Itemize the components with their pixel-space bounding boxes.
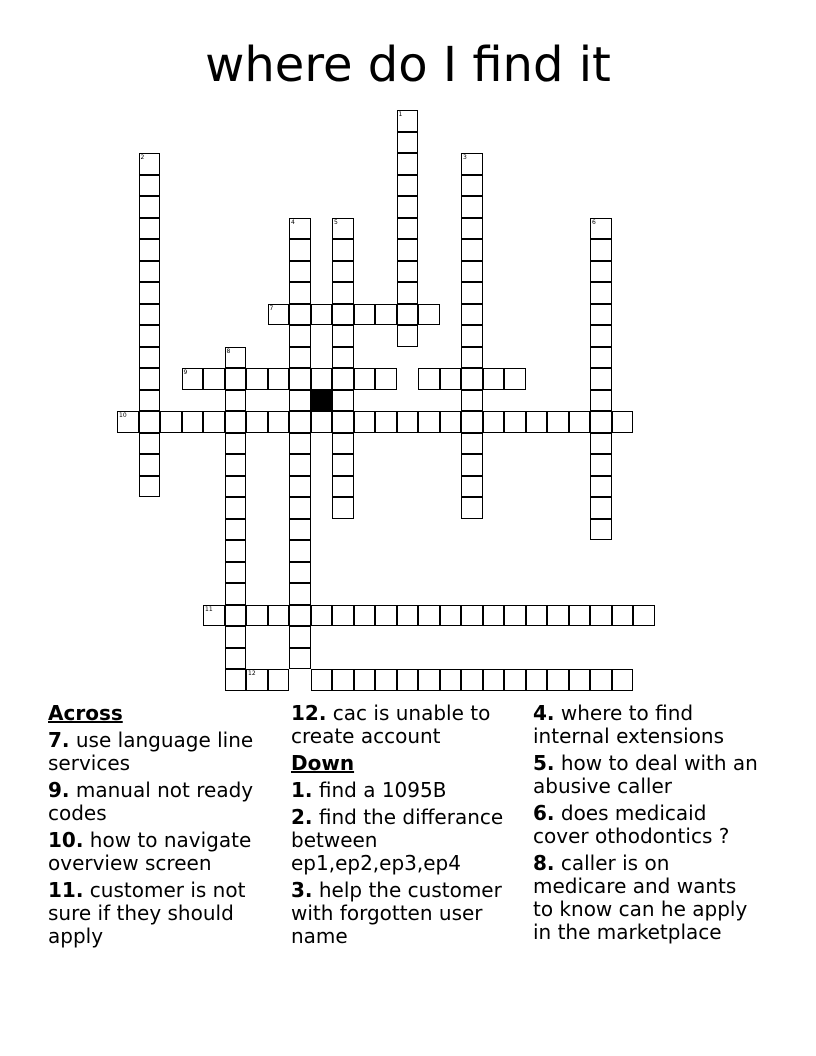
grid-cell[interactable] <box>203 411 225 433</box>
grid-cell[interactable] <box>397 261 419 283</box>
grid-cell[interactable] <box>526 605 548 627</box>
grid-cell[interactable] <box>225 497 247 519</box>
grid-cell[interactable] <box>504 669 526 691</box>
grid-cell[interactable] <box>225 454 247 476</box>
grid-cell[interactable] <box>354 368 376 390</box>
grid-cell[interactable] <box>397 218 419 240</box>
clue-text: use language line services <box>48 728 254 775</box>
grid-cell[interactable] <box>354 411 376 433</box>
grid-cell[interactable] <box>569 411 591 433</box>
grid-cell[interactable] <box>268 605 290 627</box>
grid-cell[interactable] <box>397 669 419 691</box>
grid-cell[interactable] <box>332 476 354 498</box>
cell-number: 2 <box>140 154 145 161</box>
grid-cell[interactable] <box>332 347 354 369</box>
clue-across-10 <box>48 829 276 875</box>
grid-cell[interactable] <box>225 476 247 498</box>
grid-cell[interactable] <box>483 411 505 433</box>
grid-cell[interactable] <box>590 304 612 326</box>
grid-cell[interactable] <box>139 196 161 218</box>
grid-cell[interactable] <box>225 433 247 455</box>
grid-cell[interactable] <box>440 368 462 390</box>
grid-cell[interactable] <box>590 476 612 498</box>
grid-cell[interactable] <box>289 304 311 326</box>
grid-cell[interactable] <box>289 605 311 627</box>
grid-block <box>311 390 333 412</box>
grid-cell[interactable] <box>268 669 290 691</box>
clue-number: 11. <box>48 878 84 902</box>
clue-down-8 <box>533 852 761 944</box>
clue-across-11 <box>48 879 276 948</box>
clue-text: find the differance between ep1,ep2,ep3,ep4 <box>291 805 504 875</box>
grid-cell[interactable] <box>332 218 354 240</box>
grid-cell[interactable] <box>225 669 247 691</box>
grid-cell[interactable] <box>332 669 354 691</box>
clue-across-12 <box>291 702 519 748</box>
grid-cell[interactable] <box>440 411 462 433</box>
grid-cell[interactable] <box>139 411 161 433</box>
grid-cell[interactable] <box>332 390 354 412</box>
grid-cell[interactable] <box>332 605 354 627</box>
clue-text: manual not ready codes <box>48 778 254 825</box>
grid-cell[interactable] <box>139 261 161 283</box>
grid-cell[interactable] <box>139 325 161 347</box>
grid-cell[interactable] <box>225 626 247 648</box>
grid-cell[interactable] <box>182 368 204 390</box>
grid-cell[interactable] <box>139 454 161 476</box>
grid-cell[interactable] <box>246 411 268 433</box>
grid-cell[interactable] <box>289 411 311 433</box>
grid-cell[interactable] <box>461 196 483 218</box>
grid-cell[interactable] <box>504 605 526 627</box>
grid-cell[interactable] <box>311 368 333 390</box>
cell-number: 8 <box>226 347 231 355</box>
grid-cell[interactable] <box>289 390 311 412</box>
grid-cell[interactable] <box>354 669 376 691</box>
grid-cell[interactable] <box>612 411 634 433</box>
grid-cell[interactable] <box>311 669 333 691</box>
grid-cell[interactable] <box>547 605 569 627</box>
clue-number: 1. <box>291 778 313 802</box>
grid-cell[interactable] <box>483 669 505 691</box>
grid-cell[interactable] <box>139 368 161 390</box>
clue-down-2 <box>291 806 519 875</box>
clue-number: 3. <box>291 878 313 902</box>
clue-number: 7. <box>48 728 70 752</box>
grid-cell[interactable] <box>590 239 612 261</box>
grid-cell[interactable] <box>289 347 311 369</box>
cell-number: 3 <box>463 154 467 161</box>
grid-cell[interactable] <box>139 476 161 498</box>
grid-cell[interactable] <box>225 562 247 584</box>
clue-text: find a 1095B <box>318 778 447 802</box>
clue-number: 9. <box>48 778 70 802</box>
grid-cell[interactable] <box>289 218 311 240</box>
grid-cell[interactable] <box>569 605 591 627</box>
clue-text: how to navigate overview screen <box>48 828 252 875</box>
grid-cell[interactable] <box>461 261 483 283</box>
grid-cell[interactable] <box>461 325 483 347</box>
grid-cell[interactable] <box>332 454 354 476</box>
grid-cell[interactable] <box>225 347 247 369</box>
grid-cell[interactable] <box>289 239 311 261</box>
grid-cell[interactable] <box>461 390 483 412</box>
grid-cell[interactable] <box>225 648 247 670</box>
grid-cell[interactable] <box>633 605 655 627</box>
grid-cell[interactable] <box>268 411 290 433</box>
grid-cell[interactable] <box>504 368 526 390</box>
grid-cell[interactable] <box>397 411 419 433</box>
grid-cell[interactable] <box>590 282 612 304</box>
grid-cell[interactable] <box>483 368 505 390</box>
grid-cell[interactable] <box>332 282 354 304</box>
grid-cell[interactable] <box>590 411 612 433</box>
cell-number: 11 <box>205 605 213 613</box>
grid-cell[interactable] <box>590 390 612 412</box>
grid-cell[interactable] <box>461 454 483 476</box>
grid-cell[interactable] <box>461 368 483 390</box>
grid-cell[interactable] <box>139 304 161 326</box>
clue-across-9 <box>48 779 276 825</box>
grid-cell[interactable] <box>397 239 419 261</box>
grid-cell[interactable] <box>332 325 354 347</box>
grid-cell[interactable] <box>139 218 161 240</box>
grid-cell[interactable] <box>354 605 376 627</box>
clue-column-1 <box>48 702 276 952</box>
grid-cell[interactable] <box>289 261 311 283</box>
grid-cell[interactable] <box>569 669 591 691</box>
grid-cell[interactable] <box>139 175 161 197</box>
across-heading: Across <box>48 701 123 725</box>
grid-cell[interactable] <box>182 411 204 433</box>
grid-cell[interactable] <box>160 411 182 433</box>
grid-cell[interactable] <box>246 368 268 390</box>
grid-cell[interactable] <box>418 304 440 326</box>
grid-cell[interactable] <box>590 433 612 455</box>
grid-cell[interactable] <box>203 368 225 390</box>
grid-cell[interactable] <box>526 669 548 691</box>
clue-column-2 <box>291 702 519 952</box>
grid-cell[interactable] <box>139 433 161 455</box>
grid-cell[interactable] <box>225 390 247 412</box>
grid-cell[interactable] <box>526 411 548 433</box>
grid-cell[interactable] <box>418 669 440 691</box>
grid-cell[interactable] <box>117 411 139 433</box>
grid-cell[interactable] <box>461 497 483 519</box>
grid-cell[interactable] <box>332 497 354 519</box>
grid-cell[interactable] <box>289 583 311 605</box>
clue-text: cac is unable to create account <box>291 701 491 748</box>
grid-cell[interactable] <box>397 605 419 627</box>
grid-cell[interactable] <box>590 497 612 519</box>
clue-down-6 <box>533 802 761 848</box>
grid-cell[interactable] <box>547 411 569 433</box>
grid-cell[interactable] <box>590 325 612 347</box>
clue-text: how to deal with an abusive caller <box>533 751 758 798</box>
grid-cell[interactable] <box>461 669 483 691</box>
grid-cell[interactable] <box>268 304 290 326</box>
grid-cell[interactable] <box>461 605 483 627</box>
grid-cell[interactable] <box>289 476 311 498</box>
grid-cell[interactable] <box>332 304 354 326</box>
grid-cell[interactable] <box>590 519 612 541</box>
grid-cell[interactable] <box>397 196 419 218</box>
grid-cell[interactable] <box>397 153 419 175</box>
grid-cell[interactable] <box>612 605 634 627</box>
page-title: where do I find it <box>205 37 611 93</box>
grid-cell[interactable] <box>225 519 247 541</box>
down-heading: Down <box>291 751 355 775</box>
cell-number: 9 <box>183 369 188 376</box>
grid-cell[interactable] <box>289 497 311 519</box>
grid-cell[interactable] <box>289 368 311 390</box>
grid-cell[interactable] <box>590 669 612 691</box>
cell-number: 5 <box>334 218 338 226</box>
grid-cell[interactable] <box>397 110 419 132</box>
cell-number: 10 <box>119 412 127 419</box>
grid-cell[interactable] <box>397 325 419 347</box>
grid-cell[interactable] <box>139 153 161 175</box>
grid-cell[interactable] <box>332 239 354 261</box>
clue-across-7 <box>48 729 276 775</box>
clue-number: 4. <box>533 701 555 725</box>
grid-cell[interactable] <box>289 540 311 562</box>
grid-cell[interactable] <box>461 153 483 175</box>
grid-cell[interactable] <box>590 605 612 627</box>
grid-cell[interactable] <box>311 304 333 326</box>
grid-cell[interactable] <box>397 304 419 326</box>
grid-cell[interactable] <box>418 411 440 433</box>
clue-down-4 <box>533 702 761 748</box>
grid-cell[interactable] <box>289 626 311 648</box>
grid-cell[interactable] <box>461 476 483 498</box>
clue-text: help the customer with forgotten user name <box>291 878 502 948</box>
grid-cell[interactable] <box>397 132 419 154</box>
clue-text: where to find internal extensions <box>533 701 725 748</box>
grid-cell[interactable] <box>289 454 311 476</box>
grid-cell[interactable] <box>461 304 483 326</box>
grid-cell[interactable] <box>375 368 397 390</box>
clue-down-5 <box>533 752 761 798</box>
grid-cell[interactable] <box>375 669 397 691</box>
grid-cell[interactable] <box>461 218 483 240</box>
grid-cell[interactable] <box>418 368 440 390</box>
grid-cell[interactable] <box>461 239 483 261</box>
cell-number: 12 <box>248 670 256 677</box>
cell-number: 7 <box>269 304 274 312</box>
clue-number: 2. <box>291 805 313 829</box>
grid-cell[interactable] <box>354 304 376 326</box>
grid-cell[interactable] <box>612 669 634 691</box>
clue-text: customer is not sure if they should apply <box>48 878 246 948</box>
grid-cell[interactable] <box>139 390 161 412</box>
grid-cell[interactable] <box>397 175 419 197</box>
grid-cell[interactable] <box>311 411 333 433</box>
grid-cell[interactable] <box>547 669 569 691</box>
grid-cell[interactable] <box>332 261 354 283</box>
grid-cell[interactable] <box>332 433 354 455</box>
grid-cell[interactable] <box>289 433 311 455</box>
grid-cell[interactable] <box>139 282 161 304</box>
grid-cell[interactable] <box>332 368 354 390</box>
grid-cell[interactable] <box>504 411 526 433</box>
grid-cell[interactable] <box>289 282 311 304</box>
grid-cell[interactable] <box>483 605 505 627</box>
clue-text: caller is on medicare and wants to know can he apply in the marketplace <box>533 851 748 944</box>
grid-cell[interactable] <box>225 540 247 562</box>
grid-cell[interactable] <box>268 368 290 390</box>
grid-cell[interactable] <box>590 218 612 240</box>
grid-cell[interactable] <box>225 583 247 605</box>
clue-down-3 <box>291 879 519 948</box>
clue-down-1 <box>291 779 519 802</box>
grid-cell[interactable] <box>311 605 333 627</box>
grid-cell[interactable] <box>375 411 397 433</box>
grid-cell[interactable] <box>203 605 225 627</box>
grid-cell[interactable] <box>461 282 483 304</box>
grid-cell[interactable] <box>289 648 311 670</box>
grid-cell[interactable] <box>246 669 268 691</box>
grid-cell[interactable] <box>139 347 161 369</box>
grid-cell[interactable] <box>461 411 483 433</box>
grid-cell[interactable] <box>590 368 612 390</box>
clue-number: 6. <box>533 801 555 825</box>
cell-number: 6 <box>592 218 596 226</box>
grid-cell[interactable] <box>225 411 247 433</box>
grid-cell[interactable] <box>225 368 247 390</box>
grid-cell[interactable] <box>418 605 440 627</box>
grid-cell[interactable] <box>289 325 311 347</box>
grid-cell[interactable] <box>289 562 311 584</box>
grid-cell[interactable] <box>332 411 354 433</box>
grid-cell[interactable] <box>461 347 483 369</box>
grid-cell[interactable] <box>590 347 612 369</box>
grid-cell[interactable] <box>375 304 397 326</box>
grid-cell[interactable] <box>225 605 247 627</box>
clue-column-3 <box>533 702 761 948</box>
clue-text: does medicaid cover othodontics ? <box>533 801 730 848</box>
clue-number: 8. <box>533 851 555 875</box>
grid-cell[interactable] <box>461 433 483 455</box>
clue-number: 10. <box>48 828 84 852</box>
grid-cell[interactable] <box>440 669 462 691</box>
grid-cell[interactable] <box>375 605 397 627</box>
grid-cell[interactable] <box>397 282 419 304</box>
grid-cell[interactable] <box>590 454 612 476</box>
clue-number: 12. <box>291 701 327 725</box>
grid-cell[interactable] <box>246 605 268 627</box>
grid-cell[interactable] <box>461 175 483 197</box>
grid-cell[interactable] <box>590 261 612 283</box>
cell-number: 4 <box>291 218 295 226</box>
grid-cell[interactable] <box>440 605 462 627</box>
grid-cell[interactable] <box>289 519 311 541</box>
grid-cell[interactable] <box>139 239 161 261</box>
clue-number: 5. <box>533 751 555 775</box>
cell-number: 1 <box>398 111 403 118</box>
